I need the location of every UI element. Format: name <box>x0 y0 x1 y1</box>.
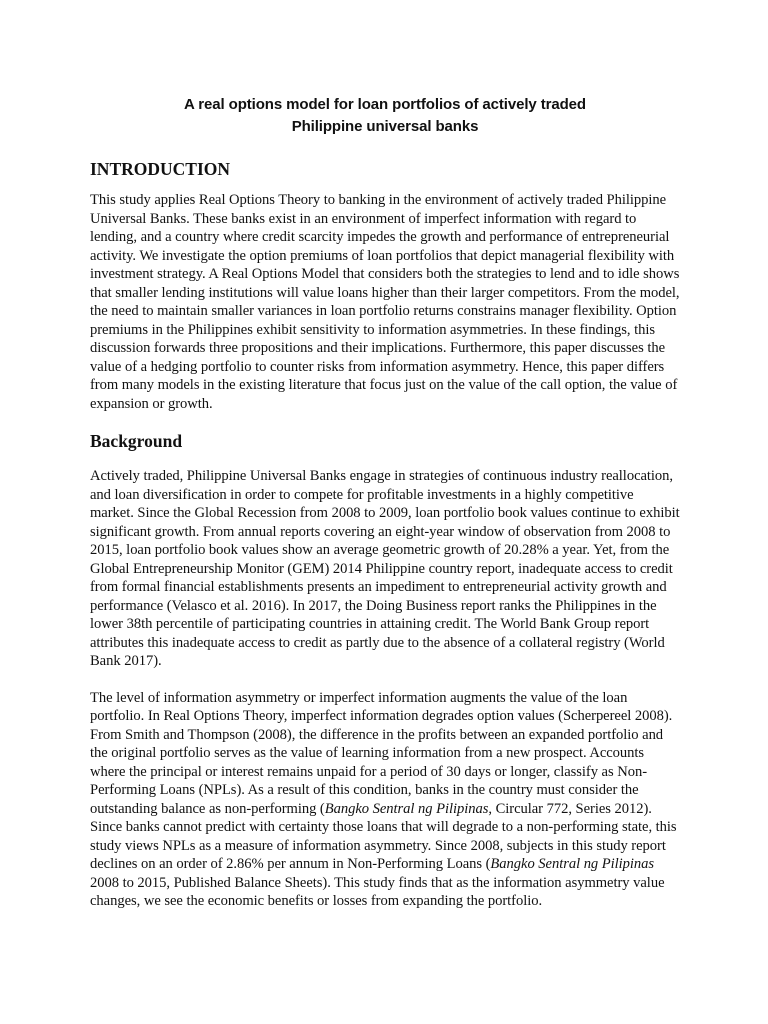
background-paragraph-2 <box>90 689 680 911</box>
central-bank-name-2: Bangko Sentral ng Pilipinas <box>490 856 655 872</box>
background-heading: Background <box>90 431 183 451</box>
background-paragraph-2-text-3: 2008 to 2015, Published Balance Sheets). This study finds that as the information asymmetry value changes, we see the economic benefits or losses from expanding the portfolio. <box>90 874 665 909</box>
document-page <box>90 94 680 911</box>
paper-title-line-1: A real options model for loan portfolios of actively traded <box>184 96 586 113</box>
central-bank-name-1: Bangko Sentral ng Pilipinas <box>324 800 489 817</box>
paper-title <box>90 94 680 138</box>
background-paragraph-2-text-1: The level of information asymmetry or imperfect information augments the value of the loan portfolio. In Real Options Theory, imperfect information degrades option values (Scherpereel 2008). From Smith and Thompson (2008), the difference in the profits between an expanded portfolio and the original portfolio serves as the value of learning information from a new prospect. Accounts where the principal or interest remains unpaid for a period of 30 days or longer, classify as Non-Performing Loans (NPLs). As a result of this condition, banks in the country must consider the outstanding balance as non-performing ( <box>90 689 673 817</box>
paper-title-line-2: Philippine universal banks <box>291 118 479 135</box>
background-paragraph-2-text-2: , Circular 772, Series 2012). Since banks cannot predict with certainty those loans that will degrade to a non-performing state, this study views NPLs as a measure of information asymmetry. Since 2008, subjects in this study report declines on an order of 2.86% per annum in Non-Performing Loans ( <box>90 800 677 872</box>
background-paragraph-1: Actively traded, Philippine Universal Banks engage in strategies of continuous industry reallocation, and loan diversification in order to compete for profitable investments in a highly competitive market. Since the Global Recession from 2008 to 2009, loan portfolio book values continue to exhibit significant growth. From annual reports covering an eight-year window of observation from 2008 to 2015, loan portfolio book values show an average geometric growth of 20.28% a year. Yet, from the Global Entrepreneurship Monitor (GEM) 2014 Philippine country report, inadequate access to credit from formal financial establishments presents an impediment to entrepreneurial activity growth and performance (Velasco et al. 2016). In 2017, the Doing Business report ranks the Philippines in the lower 38th percentile of participating countries in attaining credit. The World Bank Group report attributes this inadequate access to credit as partly due to the absence of a collateral registry (World Bank 2017). <box>90 468 680 669</box>
introduction-heading: INTRODUCTION <box>90 159 231 179</box>
introduction-paragraph: This study applies Real Options Theory to banking in the environment of actively traded Philippine Universal Banks. These banks exist in an environment of imperfect information with regard to lending, and a country where credit scarcity impedes the growth and performance of entrepreneurial activity. We investigate the option premiums of loan portfolios that depict managerial flexibility with investment strategy. A Real Options Model that considers both the strategies to lend and to idle shows that smaller lending institutions will value loans higher than their larger competitors. From the model, the need to maintain smaller variances in loan portfolio returns constrains manager flexibility. Option premiums in the Philippines exhibit sensitivity to information asymmetries. In these findings, this discussion forwards three propositions and their implications. Furthermore, this paper discusses the value of a hedging portfolio to counter risks from information asymmetry. Hence, this paper differs from many models in the existing literature that focus just on the value of the call option, the value of expansion or growth. <box>90 192 680 412</box>
